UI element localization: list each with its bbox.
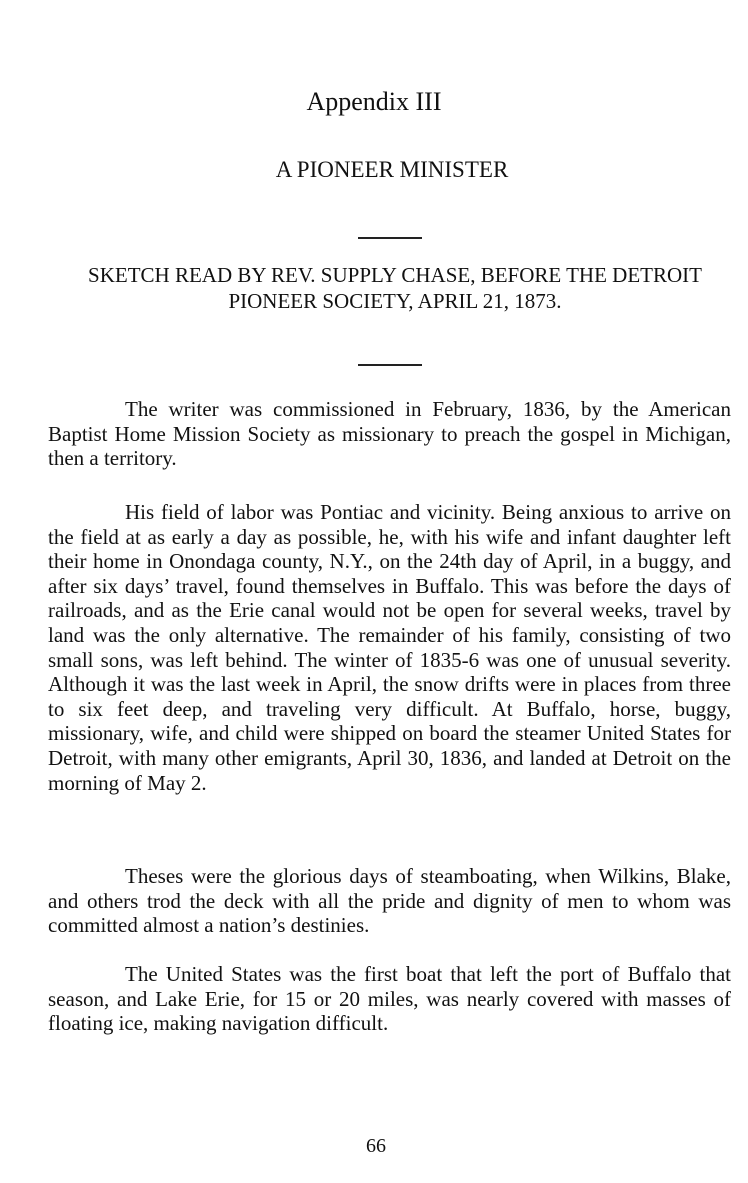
sketch-heading: SKETCH READ BY REV. SUPPLY CHASE, BEFORE THE DETROIT PIONEER SOCIETY, APRIL 21, 1873. <box>88 263 702 313</box>
body-paragraph: Theses were the glorious days of steamboating, when Wilkins, Blake, and others trod the deck with all the pride and dignity of men to whom was committed almost a nation’s destinies. <box>48 864 731 938</box>
page-number: 66 <box>366 1135 386 1157</box>
body-paragraph: The writer was commissioned in February, 1836, by the American Baptist Home Mission Society as missionary to preach the gospel in Michigan, then a territory. <box>48 397 731 471</box>
body-paragraph: The United States was the first boat that left the port of Buffalo that season, and Lake Erie, for 15 or 20 miles, was nearly covered with masses of floating ice, making navigation difficult. <box>48 962 731 1036</box>
appendix-heading: Appendix III <box>306 87 442 116</box>
body-paragraph: His field of labor was Pontiac and vicinity. Being anxious to arrive on the field at as early a day as possible, he, with his wife and infant daughter left their home in Onondaga county, N.Y., on the 24th day of April, in a buggy, and after six days’ travel, found themselves in Buffalo. This was before the days of railroads, and as the Erie canal would not be open for several weeks, travel by land was the only alternative. The remainder of his family, consisting of two small sons, was left behind. The winter of 1835-6 was one of unusual severity. Although it was the last week in April, the snow drifts were in places from three to six feet deep, and traveling very difficult. At Buffalo, horse, buggy, missionary, wife, and child were shipped on board the steamer United States for Detroit, with many other emigrants, April 30, 1836, and landed at Detroit on the morning of May 2. <box>48 500 731 795</box>
chapter-title: A PIONEER MINISTER <box>275 157 509 182</box>
divider-rule <box>358 237 422 239</box>
divider-rule <box>358 364 422 366</box>
